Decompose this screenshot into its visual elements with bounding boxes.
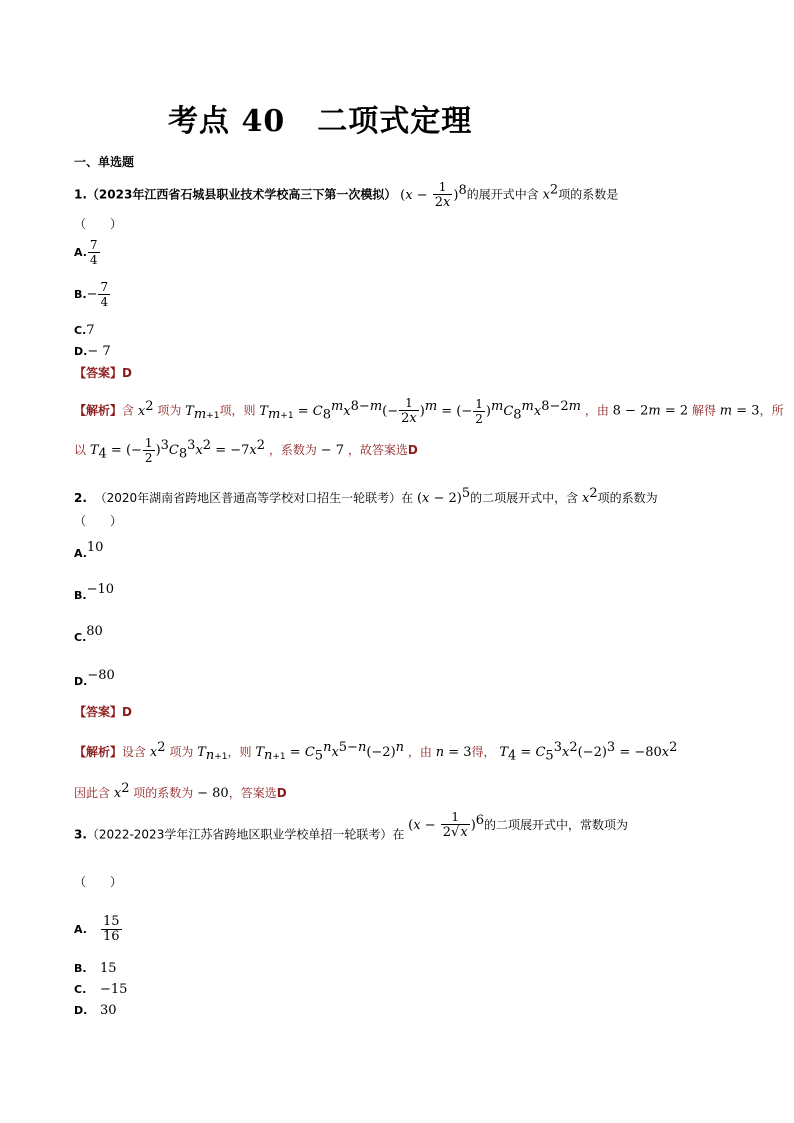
analysis-line-2: 因此含 $x^2$ 项的系数为 − 80，答案选D bbox=[74, 781, 287, 801]
question-paren: （ ） bbox=[74, 217, 123, 231]
section-heading: 一、单选题 bbox=[74, 155, 135, 169]
question-1-stem: 1.（2023年江西省石城县职业技术学校高三下第一次模拟） (x − $\frac{1}{2x}$ )$^8$的展开式中含 $x^2$项的系数是 bbox=[74, 180, 619, 210]
question-number: 1. bbox=[74, 187, 87, 202]
answer-value: D bbox=[122, 705, 132, 719]
answer-line bbox=[74, 704, 132, 720]
answer-tag: 【答案】 bbox=[74, 366, 123, 380]
answer-line bbox=[74, 365, 132, 381]
question-3-stem: 3.（2022-2023学年江苏省跨地区职业学校单招一轮联考）在 (x − $\frac{1}{2√x}$ )$^6$的二项展开式中，常数项为 bbox=[74, 810, 629, 842]
option-d: D. 30 bbox=[74, 1003, 117, 1018]
option-b: B. 15 bbox=[74, 961, 117, 976]
option-c: C. −15 bbox=[74, 982, 128, 997]
option-c: C.7 bbox=[74, 323, 95, 338]
question-number: 3. bbox=[74, 827, 87, 842]
answer-tag: 【答案】 bbox=[74, 705, 123, 719]
analysis-line-1: 【解析】设含 $x^2$ 项为 $T_{n+1}$，则 $T_{n+1} = C_5^nx^{5-n}(-2)^n$ ，由 n = 3得， $T_4 = C_5^3x^2(-2)^3 = -80x^2$ bbox=[74, 740, 678, 764]
title-prefix: 考点 40 bbox=[168, 104, 286, 139]
option-a: A.10 bbox=[74, 540, 104, 560]
question-source: （2023年江西省石城县职业技术学校高三下第一次模拟） bbox=[86, 187, 397, 202]
option-a: A. $\frac{7}{4}$ bbox=[74, 238, 98, 267]
option-b: B.− $\frac{7}{4}$ bbox=[74, 280, 109, 309]
question-source: （2020年湖南省跨地区普通高等学校对口招生一轮联考）在 bbox=[94, 491, 414, 505]
option-d: D.−80 bbox=[74, 668, 115, 688]
question-number: 2. bbox=[74, 491, 87, 505]
page-title bbox=[168, 96, 472, 140]
answer-value: D bbox=[122, 366, 132, 380]
option-a: A. $\frac{15}{16}$ bbox=[74, 914, 120, 944]
question-paren: （ ） bbox=[74, 875, 123, 889]
analysis-tag: 【解析】 bbox=[74, 745, 123, 759]
math-expression: (x − $\frac{1}{2x}$ )$^8$ bbox=[400, 180, 467, 210]
analysis-line-1: 【解析】含 $x^2$ 项为 $T_{m+1}$项，则 $T_{m+1} = C_8^mx^{8-m}(-$ $\frac{1}{2x}$ )$^m$ = (− $\frac{1}{2}$ )$^mC_8^mx^{8-2m}$ ，由 8 − 2m = 2 解得 m = 3，所 bbox=[74, 396, 784, 426]
option-b: B.−10 bbox=[74, 582, 115, 602]
question-2-stem: 2. （2020年湖南省跨地区普通高等学校对口招生一轮联考）在 $(x - 2)^5$的二项展开式中，含 $x^2$项的系数为 bbox=[74, 486, 658, 506]
analysis-line-2: 以 $T_4$ = (− $\frac{1}{2}$ )$^3C_8^3x^2 = -7x^2$ ，系数为 − 7 ，故答案选D bbox=[74, 436, 418, 465]
analysis-tag: 【解析】 bbox=[74, 403, 123, 418]
question-source: （2022-2023学年江苏省跨地区职业学校单招一轮联考）在 bbox=[86, 827, 405, 842]
option-d: D.− 7 bbox=[74, 344, 111, 359]
question-paren: （ ） bbox=[74, 514, 123, 528]
title-topic: 二项式定理 bbox=[317, 104, 473, 139]
math-expression: (x − $\frac{1}{2√x}$ )$^6$ bbox=[408, 810, 485, 840]
option-c: C.80 bbox=[74, 624, 103, 644]
